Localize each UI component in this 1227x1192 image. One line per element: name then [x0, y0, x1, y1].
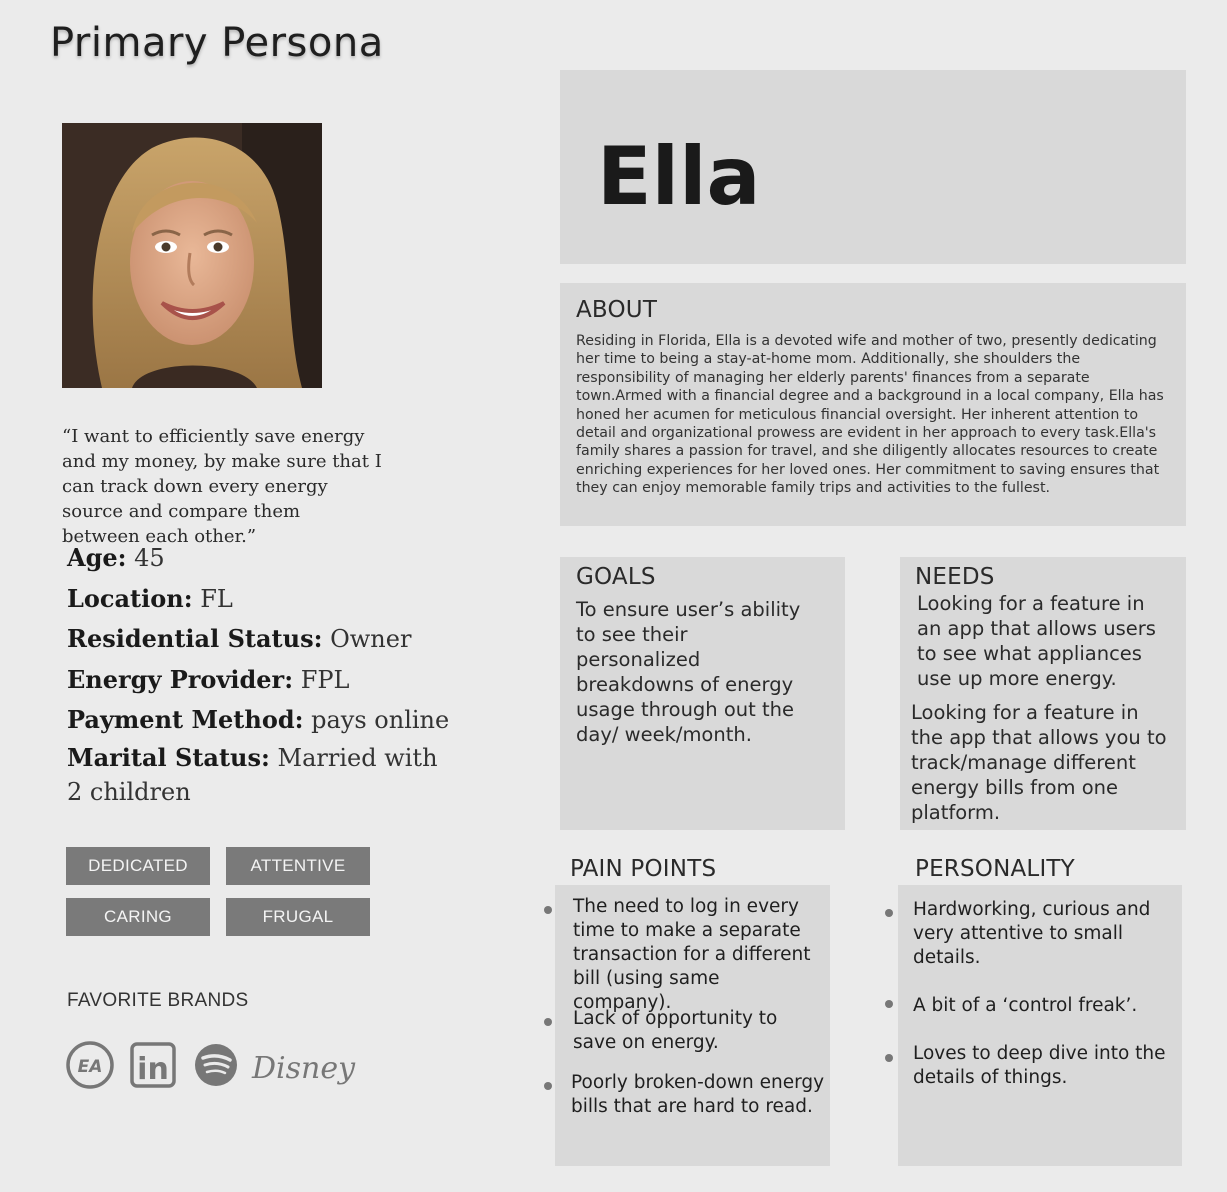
- fact-marital-status: [67, 741, 457, 809]
- fact-label: Age:: [67, 543, 127, 572]
- bullet-icon: [544, 1018, 552, 1026]
- needs-title: NEEDS: [915, 564, 995, 590]
- personality-item: A bit of a ‘control freak’.: [913, 995, 1138, 1016]
- fact-label: Marital Status:: [67, 742, 270, 772]
- about-title: ABOUT: [576, 297, 658, 323]
- bullet-icon: [885, 909, 893, 917]
- fact-label: Energy Provider:: [67, 664, 294, 694]
- personality-item: Loves to deep dive into the details of things.: [913, 1043, 1166, 1088]
- persona-name: Ella: [597, 130, 761, 223]
- fact-residential-status: [67, 619, 457, 660]
- trait-badge-caring: CARING: [66, 898, 210, 936]
- goals-title: GOALS: [576, 564, 656, 590]
- fact-value: 45: [126, 544, 165, 572]
- pain-points-title: PAIN POINTS: [570, 856, 717, 882]
- linkedin-logo-text: in: [137, 1052, 169, 1087]
- persona-photo: [62, 123, 322, 388]
- goals-text: To ensure user’s ability to see their personalized breakdowns of energy usage through out the day/ week/month.: [576, 598, 801, 746]
- brand-icons: [66, 1040, 386, 1095]
- page-title: Primary Persona: [50, 20, 384, 66]
- fact-label: Payment Method:: [67, 705, 304, 734]
- about-text: Residing in Florida, Ella is a devoted wife and mother of two, presently dedicating her time to being a stay-at-home mom. Additionally, she shoulders the responsibility of managing her elderly parents' finances from a separate town.Armed with a financial degree and a background in a local company, Ella has honed her acumen for meticulous financial oversight. Her inherent attention to detail and organizational prowess are evident in her approach to every task.Ella's family shares a passion for travel, and she diligently allocates resources to create enriching experiences for her loved ones. Her commitment to saving ensures that they can enjoy memorable family trips and activities to the fullest.: [576, 333, 1164, 497]
- needs-item: Looking for a feature in the app that allows you to track/manage different energy bills from one platform.: [911, 701, 1167, 824]
- disney-logo-icon: [251, 1051, 356, 1086]
- personality-item: Hardworking, curious and very attentive to small details.: [913, 899, 1151, 968]
- pain-point-item: Lack of opportunity to save on energy.: [573, 1008, 778, 1053]
- ea-logo-text: EA: [77, 1057, 103, 1077]
- fact-value: FL: [192, 584, 233, 613]
- personality-title: PERSONALITY: [915, 856, 1075, 882]
- bullet-icon: [885, 1054, 893, 1062]
- favorite-brands-label: FAVORITE BRANDS: [67, 990, 249, 1011]
- fact-label: Location:: [67, 583, 193, 613]
- trait-badge-dedicated: DEDICATED: [66, 847, 210, 885]
- needs-item: Looking for a feature in an app that allows users to see what appliances use up more energy.: [917, 592, 1156, 690]
- persona-facts: [67, 538, 457, 809]
- fact-value: Owner: [322, 625, 412, 653]
- pain-point-item: Poorly broken-down energy bills that are hard to read.: [571, 1072, 825, 1117]
- fact-age: [67, 538, 457, 579]
- fact-payment-method: [67, 700, 457, 741]
- disney-logo-text: Disney: [252, 1051, 356, 1086]
- fact-value: Married with 2 children: [67, 743, 438, 806]
- fact-energy-provider: [67, 660, 457, 701]
- bullet-icon: [544, 1082, 552, 1090]
- fact-value: FPL: [293, 665, 350, 694]
- linkedin-logo-icon: [132, 1044, 174, 1087]
- trait-badge-attentive: ATTENTIVE: [226, 847, 370, 885]
- fact-label: Residential Status:: [67, 624, 323, 653]
- ea-logo-icon: [68, 1043, 112, 1087]
- bullet-icon: [885, 1000, 893, 1008]
- bullet-icon: [544, 906, 552, 914]
- fact-value: pays online: [303, 706, 450, 734]
- spotify-logo-icon: [195, 1044, 237, 1086]
- persona-quote: “I want to efficiently save energy and my money, by make sure that I can track down every energy source and compare them between each other.”: [62, 426, 382, 547]
- fact-location: [67, 579, 457, 620]
- trait-badge-frugal: FRUGAL: [226, 898, 370, 936]
- pain-point-item: The need to log in every time to make a separate transaction for a different bill (using same company).: [573, 896, 811, 1013]
